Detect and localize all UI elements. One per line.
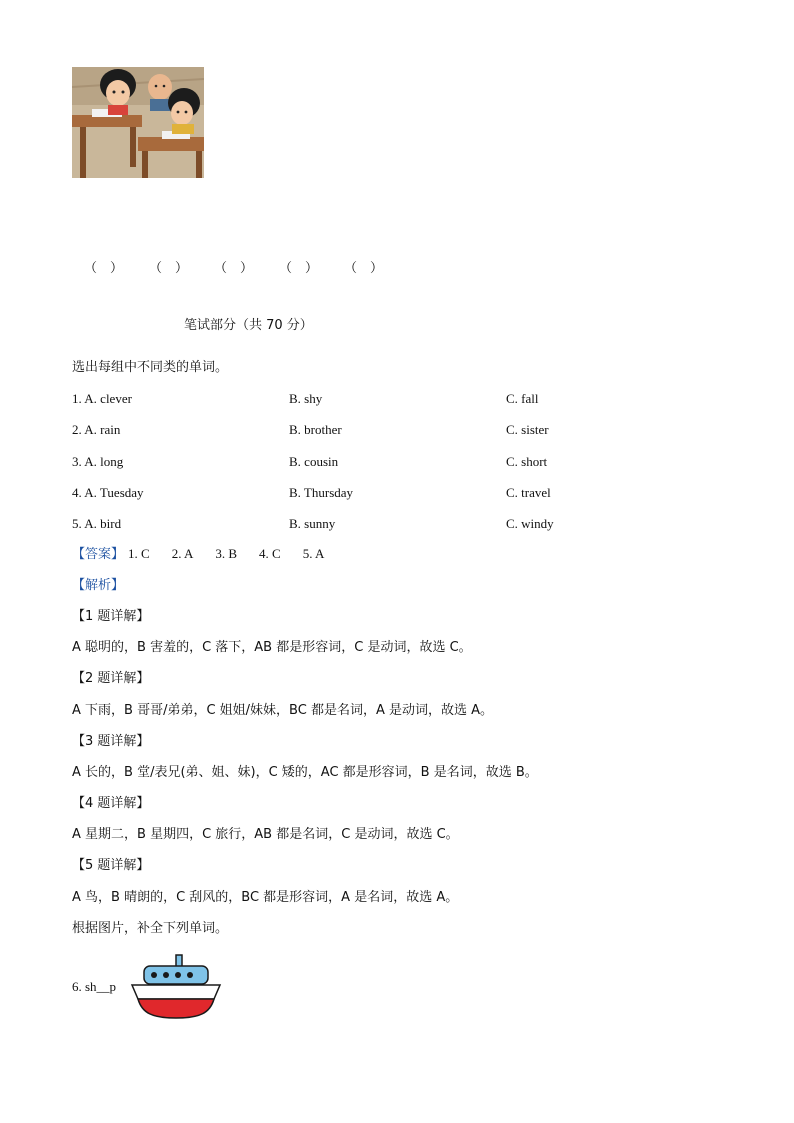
answer-row bbox=[72, 546, 346, 563]
section-title: 笔试部分（共 70 分） bbox=[184, 318, 313, 333]
option-c: C. short bbox=[506, 454, 548, 469]
classroom-illustration bbox=[72, 67, 204, 178]
answer-blank: （ ） bbox=[214, 261, 254, 276]
answer-item: 4. C bbox=[259, 546, 281, 561]
option-a: 3. A. long bbox=[72, 454, 124, 469]
analysis-label: 【解析】 bbox=[72, 578, 125, 593]
instruction-complete-words: 根据图片，补全下列单词。 bbox=[72, 921, 229, 936]
detail-text: A 鸟，B 晴朗的，C 刮风的，BC 都是形容词，A 是名词，故选 A。 bbox=[72, 890, 459, 905]
question-row bbox=[72, 485, 712, 501]
option-b: B. cousin bbox=[289, 454, 339, 469]
question-row bbox=[72, 422, 712, 438]
detail-text: A 聪明的，B 害羞的，C 落下，AB 都是形容词，C 是动词，故选 C。 bbox=[72, 640, 472, 655]
option-b: B. sunny bbox=[289, 516, 336, 531]
answer-item: 1. C bbox=[128, 546, 150, 561]
option-a: 2. A. rain bbox=[72, 422, 121, 437]
option-b: B. Thursday bbox=[289, 485, 354, 500]
detail-title: 【4 题详解】 bbox=[72, 796, 150, 811]
detail-title: 【1 题详解】 bbox=[72, 609, 150, 624]
question-row bbox=[72, 516, 712, 532]
question-6: 6. sh__p bbox=[72, 979, 117, 994]
answer-blank: （ ） bbox=[279, 261, 319, 276]
option-b: B. brother bbox=[289, 422, 342, 437]
detail-title: 【3 题详解】 bbox=[72, 734, 150, 749]
detail-text: A 星期二，B 星期四，C 旅行，AB 都是名词，C 是动词，故选 C。 bbox=[72, 827, 459, 842]
detail-title: 【2 题详解】 bbox=[72, 671, 150, 686]
answer-label: 【答案】 bbox=[72, 547, 125, 562]
option-a: 4. A. Tuesday bbox=[72, 485, 144, 500]
answer-blanks-row bbox=[84, 257, 409, 276]
detail-title: 【5 题详解】 bbox=[72, 858, 150, 873]
option-a: 1. A. clever bbox=[72, 391, 132, 406]
option-b: B. shy bbox=[289, 391, 323, 406]
option-c: C. travel bbox=[506, 485, 551, 500]
answer-item: 5. A bbox=[302, 546, 325, 561]
option-c: C. fall bbox=[506, 391, 539, 406]
option-c: C. windy bbox=[506, 516, 554, 531]
answer-blank: （ ） bbox=[149, 261, 189, 276]
ship-illustration bbox=[130, 953, 222, 1020]
detail-text: A 长的，B 堂/表兄(弟、姐、妹)，C 矮的，AC 都是形容词，B 是名词，故选 B。 bbox=[72, 765, 538, 780]
instruction-odd-one-out: 选出每组中不同类的单词。 bbox=[72, 360, 229, 375]
answer-item: 3. B bbox=[215, 546, 238, 561]
option-a: 5. A. bird bbox=[72, 516, 122, 531]
answer-item: 2. A bbox=[171, 546, 194, 561]
detail-text: A 下雨，B 哥哥/弟弟，C 姐姐/妹妹，BC 都是名词，A 是动词，故选 A。 bbox=[72, 703, 493, 718]
question-row bbox=[72, 454, 712, 470]
answer-blank: （ ） bbox=[84, 261, 124, 276]
question-row bbox=[72, 391, 712, 407]
answer-blank: （ ） bbox=[344, 261, 384, 276]
option-c: C. sister bbox=[506, 422, 549, 437]
